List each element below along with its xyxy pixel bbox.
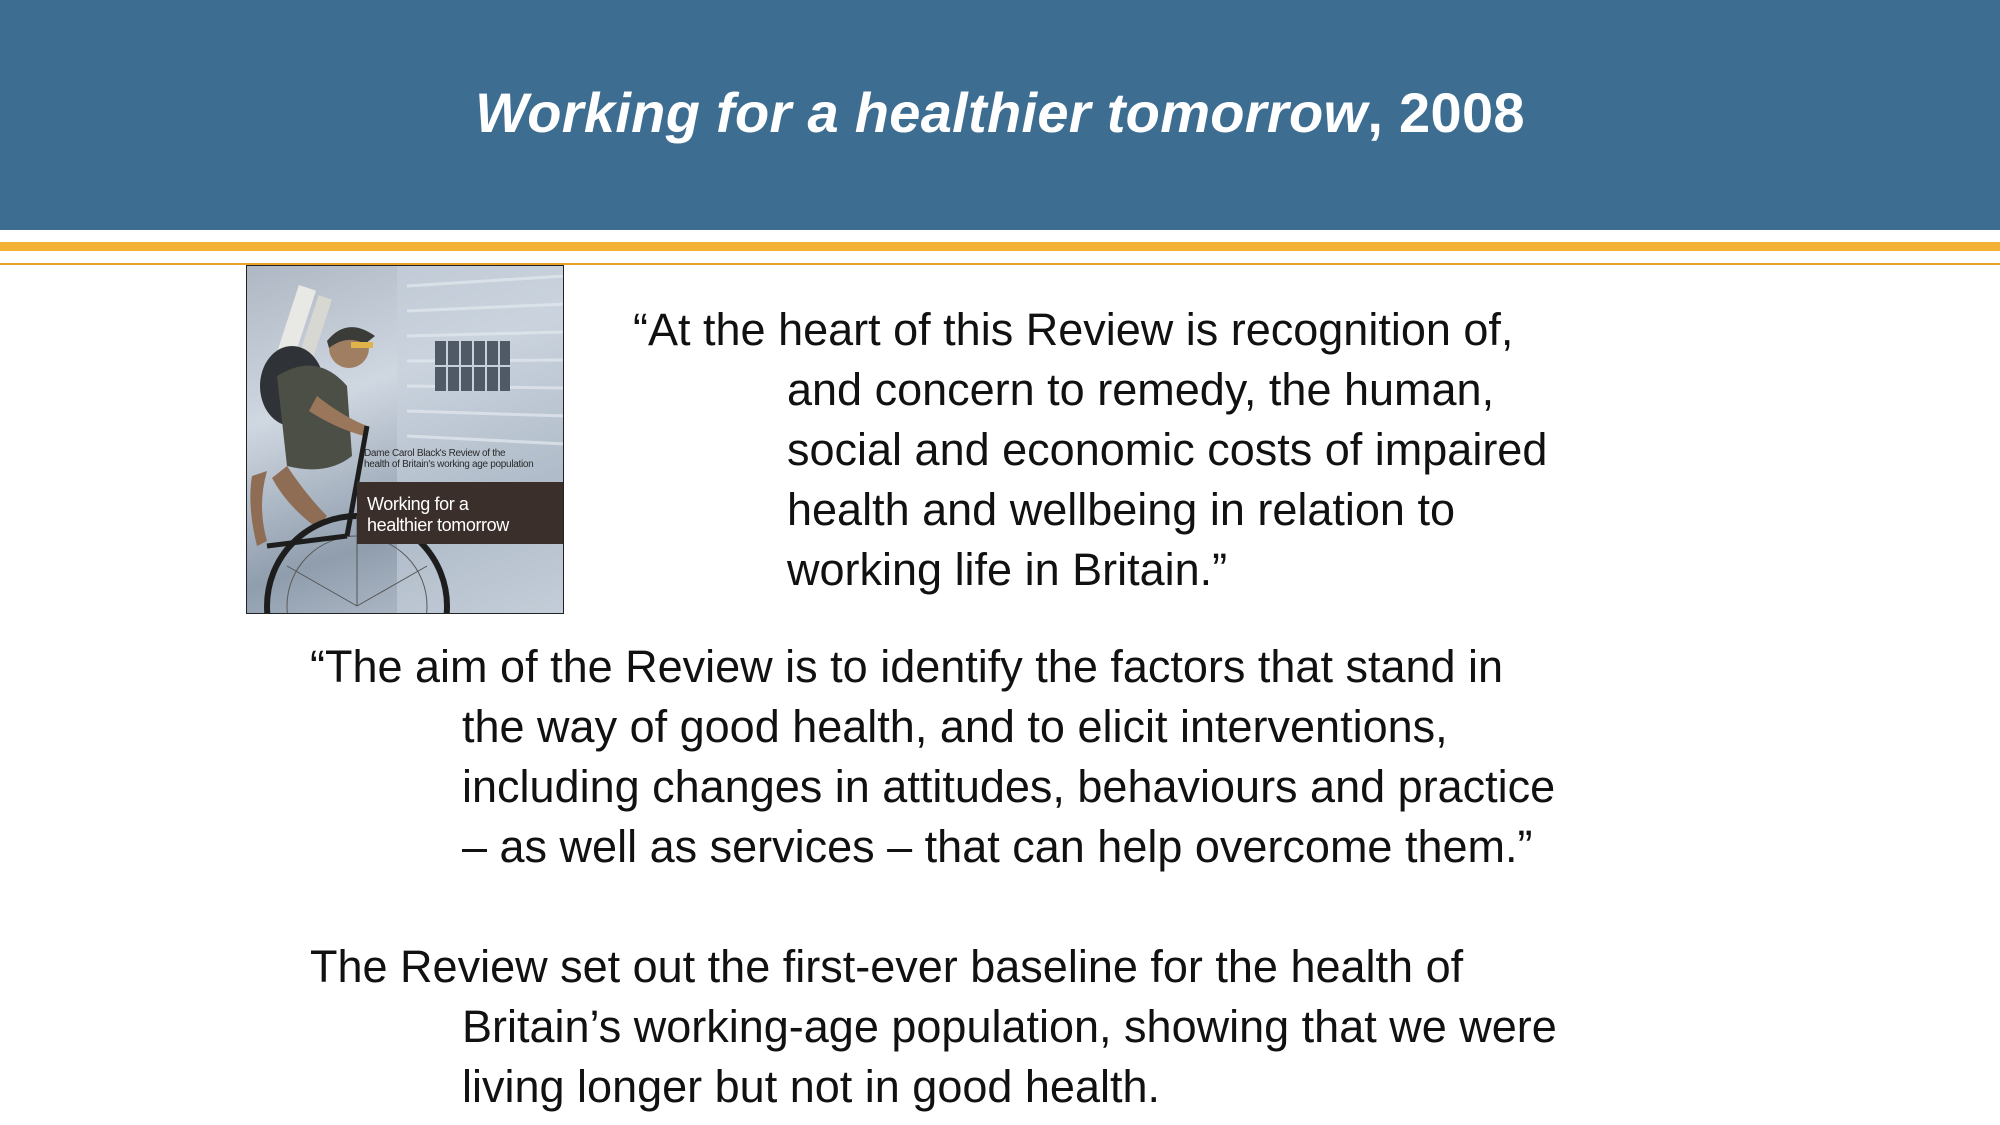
cover-title-line1: Working for a [367, 494, 469, 514]
paragraph-line: living longer but not in good health. [462, 1061, 1161, 1112]
paragraph-line: the way of good health, and to elicit interventions, [462, 701, 1448, 752]
cover-title-box [357, 482, 564, 544]
paragraph-first-line: “The aim of the Review is to identify the factors that stand in [310, 641, 1504, 692]
quote-paragraph-1 [633, 300, 1547, 600]
accent-rule [0, 242, 2000, 251]
paragraph-line: social and economic costs of impaired [787, 424, 1548, 475]
paragraph-line: health and wellbeing in relation to [787, 484, 1455, 535]
paragraph-line: Britain’s working-age population, showing that we were [462, 1001, 1557, 1052]
paragraph-line: and concern to remedy, the human, [787, 364, 1495, 415]
paragraph-line: – as well as services – that can help overcome them.” [462, 821, 1533, 872]
cover-subtitle-line2: health of Britain's working age population [364, 459, 534, 470]
slide-title-year: , 2008 [1367, 80, 1525, 144]
cyclist-illustration [247, 266, 564, 614]
paragraph-line: working life in Britain.” [787, 544, 1228, 595]
cover-title [367, 494, 509, 536]
slide-title [475, 80, 1525, 145]
slide-title-italic: Working for a healthier tomorrow [475, 80, 1368, 144]
cover-subtitle [364, 448, 560, 470]
quote-paragraph-2 [310, 637, 1555, 877]
cover-subtitle-line1: Dame Carol Black's Review of the [364, 448, 506, 459]
paragraph-first-line: The Review set out the first-ever baseline for the health of [310, 941, 1464, 992]
summary-paragraph [310, 937, 1557, 1117]
paragraph-line: including changes in attitudes, behaviours and practice [462, 761, 1556, 812]
title-bar [0, 0, 2000, 230]
cover-title-line2: healthier tomorrow [367, 515, 509, 535]
report-cover-image [246, 265, 564, 614]
paragraph-first-line: “At the heart of this Review is recognition of, [633, 304, 1514, 355]
